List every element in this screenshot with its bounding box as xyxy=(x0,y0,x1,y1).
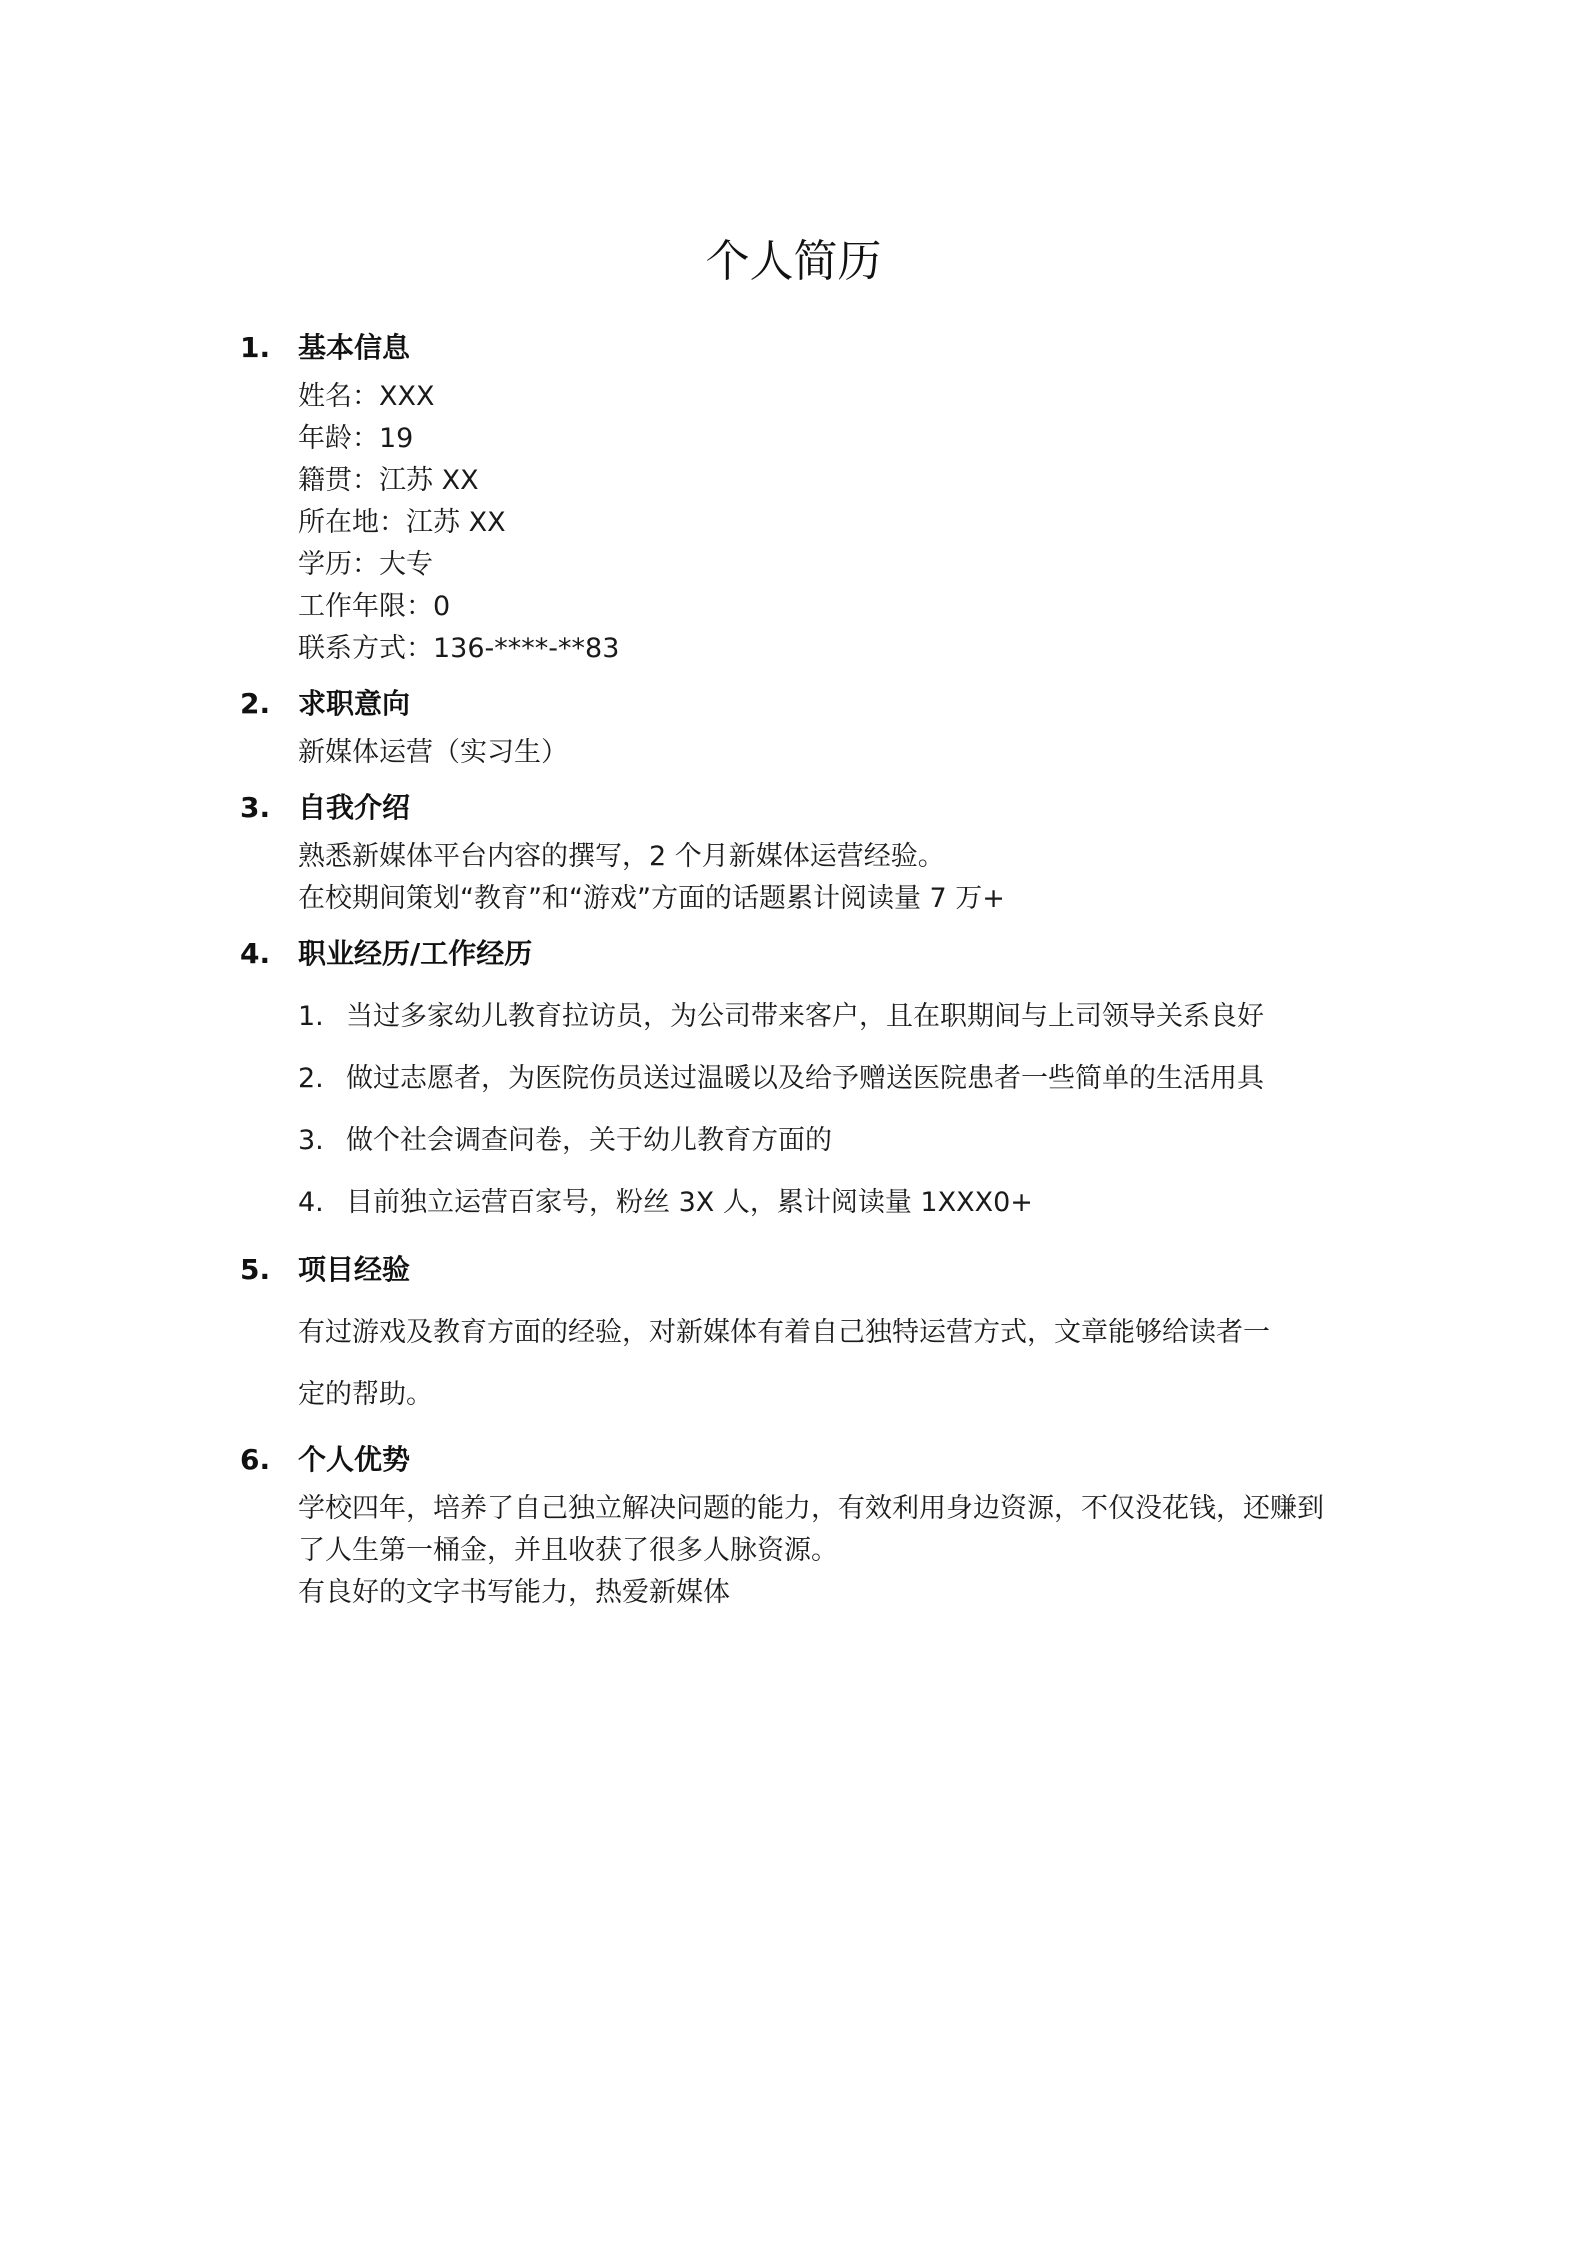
strengths-line: 了人生第一桶金，并且收获了很多人脉资源。 xyxy=(298,1535,838,1566)
list-number: 1. xyxy=(298,1001,324,1032)
self-intro-line: 熟悉新媒体平台内容的撰写，2 个月新媒体运营经验。 xyxy=(298,841,945,872)
section-number: 1. xyxy=(240,331,271,364)
section-number: 5. xyxy=(240,1253,271,1286)
section-heading-job-intention xyxy=(240,684,410,724)
strengths-line: 学校四年，培养了自己独立解决问题的能力，有效利用身边资源，不仅没花钱，还赚到 xyxy=(298,1493,1324,1524)
experience-item xyxy=(298,1060,1264,1098)
experience-item xyxy=(298,998,1264,1036)
self-intro-line: 在校期间策划“教育”和“游戏”方面的话题累计阅读量 7 万+ xyxy=(298,883,1005,914)
job-intention-text: 新媒体运营（实习生） xyxy=(298,737,568,768)
section-number: 3. xyxy=(240,791,271,824)
section-title: 职业经历/工作经历 xyxy=(298,937,533,970)
info-work-years: 工作年限：0 xyxy=(298,591,451,622)
list-text: 做个社会调查问卷，关于幼儿教育方面的 xyxy=(346,1125,832,1156)
info-origin: 籍贯：江苏 XX xyxy=(298,465,479,496)
section-heading-basic-info xyxy=(240,328,410,368)
list-number: 2. xyxy=(298,1063,324,1094)
experience-item xyxy=(298,1184,1033,1222)
list-text: 当过多家幼儿教育拉访员，为公司带来客户，且在职期间与上司领导关系良好 xyxy=(346,1001,1264,1032)
experience-item xyxy=(298,1122,832,1160)
section-title: 求职意向 xyxy=(298,687,411,720)
section-number: 6. xyxy=(240,1443,271,1476)
section-title: 自我介绍 xyxy=(298,791,411,824)
section-number: 4. xyxy=(240,937,271,970)
list-number: 3. xyxy=(298,1125,324,1156)
list-number: 4. xyxy=(298,1187,324,1218)
section-title: 项目经验 xyxy=(298,1253,411,1286)
info-location: 所在地：江苏 XX xyxy=(298,507,506,538)
project-experience-line: 有过游戏及教育方面的经验，对新媒体有着自己独特运营方式，文章能够给读者一 xyxy=(298,1317,1270,1348)
section-heading-self-intro xyxy=(240,788,410,828)
info-age: 年龄：19 xyxy=(298,423,414,454)
info-name: 姓名：XXX xyxy=(298,381,435,412)
section-heading-strengths xyxy=(240,1440,410,1480)
list-text: 目前独立运营百家号，粉丝 3X 人，累计阅读量 1XXX0+ xyxy=(346,1187,1033,1218)
strengths-line: 有良好的文字书写能力，热爱新媒体 xyxy=(298,1577,730,1608)
project-experience-line: 定的帮助。 xyxy=(298,1379,433,1410)
section-heading-project-experience xyxy=(240,1250,410,1290)
info-contact: 联系方式：136-****-**83 xyxy=(298,633,620,664)
list-text: 做过志愿者，为医院伤员送过温暖以及给予赠送医院患者一些简单的生活用具 xyxy=(346,1063,1264,1094)
section-title: 基本信息 xyxy=(298,331,411,364)
section-title: 个人优势 xyxy=(298,1443,411,1476)
info-education: 学历：大专 xyxy=(298,549,433,580)
page-title: 个人简历 xyxy=(705,236,882,287)
section-number: 2. xyxy=(240,687,271,720)
section-heading-work-experience xyxy=(240,934,532,974)
